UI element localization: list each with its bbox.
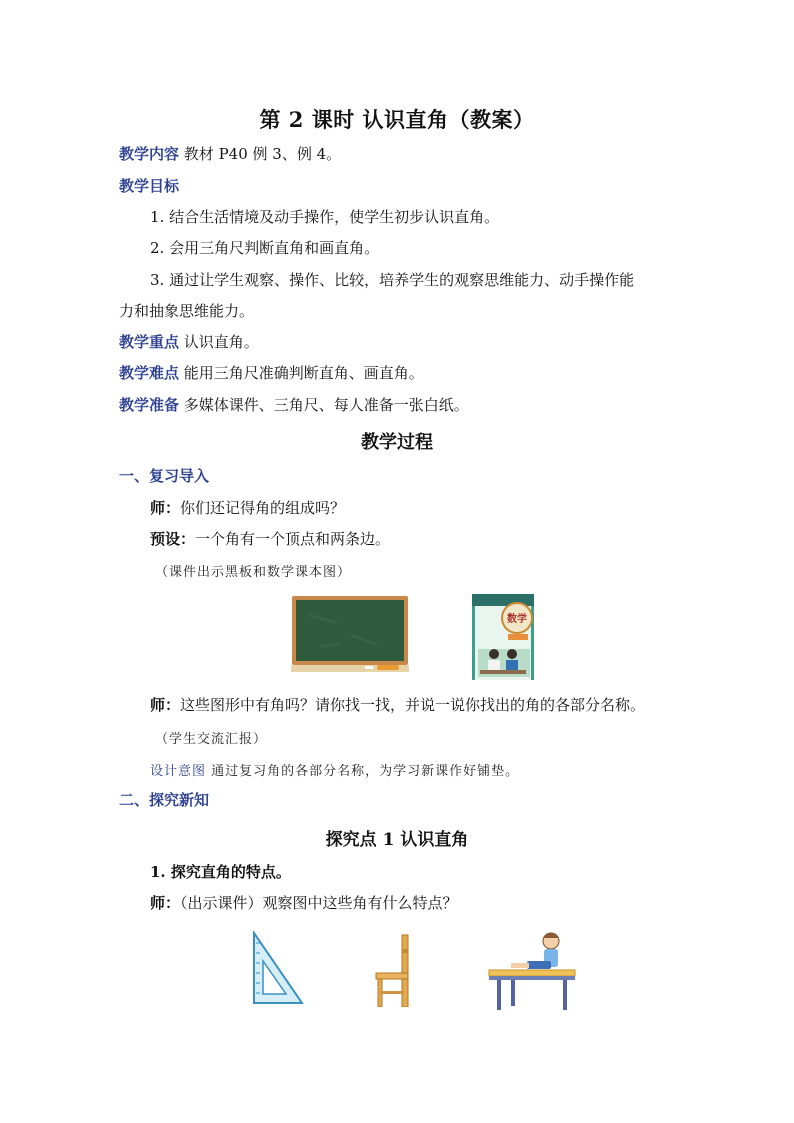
courseware-note-1: （课件出示黑板和数学课本图）	[155, 565, 352, 580]
teacher2-text: 这些图形中有角吗？请你找一找，并说一说你找出的角的各部分名称。	[180, 696, 646, 714]
goal-item-2: 2. 会用三角尺判断直角和画直角。	[150, 239, 380, 257]
prep-label: 教学准备	[119, 396, 180, 414]
teacher-text: 你们还记得角的组成吗？	[180, 499, 346, 517]
difficulty-label: 教学难点	[119, 364, 180, 382]
goal-item-3-cont: 力和抽象思维能力。	[119, 302, 255, 320]
prep-text: 多媒体课件、三角尺、每人准备一张白纸。	[183, 396, 469, 414]
teacher-label: 师：	[150, 499, 181, 517]
design-intent-row	[150, 760, 519, 779]
textbook-cover-title: 数学	[507, 614, 527, 625]
preset-label: 预设：	[150, 530, 196, 548]
design-intent-text: 通过复习角的各部分名称，为学习新课作好铺垫。	[211, 764, 520, 779]
key-row	[119, 332, 259, 352]
goal-item-1: 1. 结合生活情境及动手操作，使学生初步认识直角。	[150, 208, 500, 226]
prep-row	[119, 395, 469, 415]
explore-heading: 探究点 1 认识直角	[325, 830, 469, 850]
set-square-image	[252, 931, 304, 1005]
design-intent-label: 设计意图	[150, 764, 207, 779]
section-explore-title: 二、探究新知	[119, 791, 210, 809]
teacher-question-1	[150, 498, 345, 518]
key-text: 认识直角。	[183, 333, 259, 351]
key-label: 教学重点	[119, 333, 180, 351]
teacher3-label: 师：	[150, 894, 181, 912]
goal-item-3: 3. 通过让学生观察、操作、比较，培养学生的观察思维能力、动手操作能	[150, 271, 635, 289]
content-row	[119, 144, 341, 164]
content-text: 教材 P40 例 3、例 4。	[183, 145, 342, 163]
student-report-note: （学生交流汇报）	[155, 732, 268, 747]
blackboard-image	[291, 595, 409, 675]
teacher2-label: 师：	[150, 696, 181, 714]
preset-answer	[150, 529, 390, 549]
explore-item-1: 1. 探究直角的特点。	[150, 863, 291, 881]
page-title: 第 2 课时 认识直角（教案）	[259, 107, 535, 132]
process-heading: 教学过程	[361, 432, 433, 453]
content-label: 教学内容	[119, 145, 180, 163]
preset-text: 一个角有一个顶点和两条边。	[195, 530, 391, 548]
difficulty-row	[119, 363, 424, 383]
teacher-question-2	[150, 695, 645, 715]
teacher-question-3	[150, 893, 458, 913]
difficulty-text: 能用三角尺准确判断直角、画直角。	[183, 364, 424, 382]
chair-image	[373, 933, 415, 1007]
section-review-title: 一、复习导入	[119, 467, 210, 485]
teacher3-text: （出示课件）观察图中这些角有什么特点？	[180, 894, 458, 912]
boy-on-desk-image	[487, 929, 579, 1011]
math-textbook-image	[472, 594, 534, 680]
goals-label: 教学目标	[119, 177, 180, 195]
